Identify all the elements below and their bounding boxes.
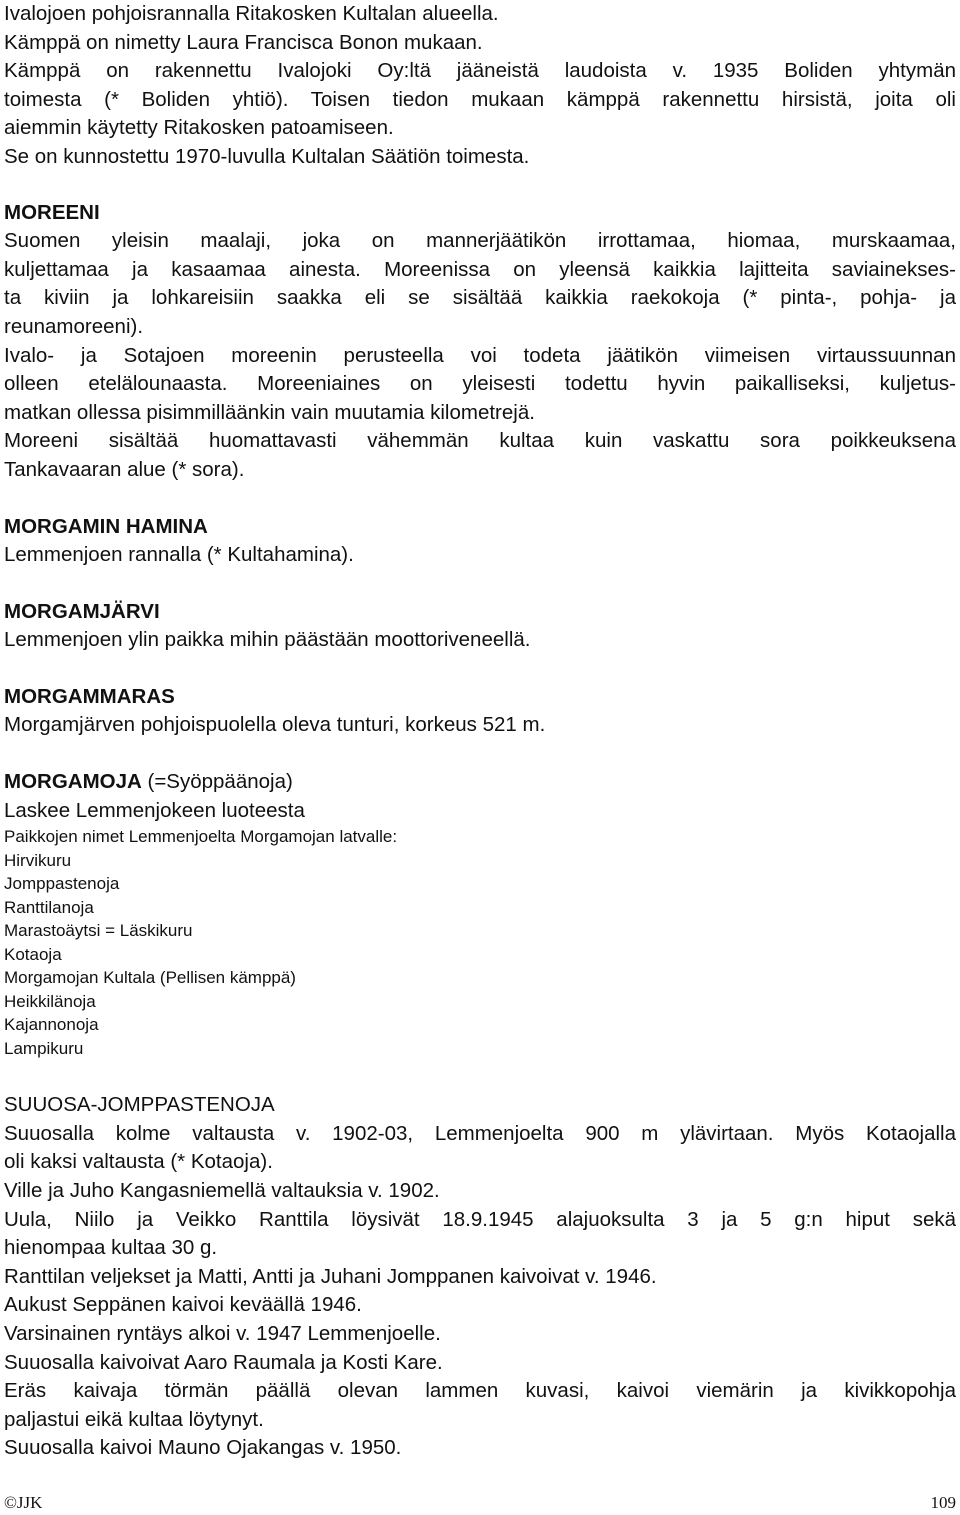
body-line: oli kaksi valtausta (* Kotaoja). — [4, 1150, 273, 1174]
body-line: Ville ja Juho Kangasniemellä valtauksia v. 1902. — [4, 1179, 440, 1203]
section-heading: MOREENI — [4, 200, 100, 224]
intro-section — [4, 0, 956, 172]
suuosa-section — [4, 1091, 956, 1463]
place-item: Lampikuru — [4, 1038, 84, 1058]
intro-line: aiemmin käytetty Ritakosken patoamiseen. — [4, 116, 394, 140]
body-line: Uula, Niilo ja Veikko Ranttila löysivät 18.9.1945 alajuoksulta 3 ja 5 g:n hiput sekä — [4, 1207, 956, 1231]
section-heading: MORGAMJÄRVI — [4, 599, 160, 623]
body-line: hienompaa kultaa 30 g. — [4, 1236, 218, 1260]
section-heading: MORGAMMARAS — [4, 684, 175, 708]
document-page — [4, 0, 956, 1463]
place-item: Kotaoja — [4, 944, 62, 964]
section-heading-row — [4, 768, 956, 797]
body-line: Lemmenjoen ylin paikka mihin päästään moottoriveneellä. — [4, 628, 531, 652]
body-line: matkan ollessa pisimmilläänkin vain muutamia kilometrejä. — [4, 400, 535, 424]
intro-line: Kämppä on rakennettu Ivalojoki Oy:ltä jääneistä laudoista v. 1935 Boliden yhtymän — [4, 59, 956, 83]
body-line: Tankavaaran alue (* sora). — [4, 457, 245, 481]
page-number: 109 — [930, 1493, 956, 1512]
intro-line: Ivalojoen pohjoisrannalla Ritakosken Kultalan alueella. — [4, 2, 499, 25]
section-heading: MORGAMOJA — [4, 770, 142, 794]
intro-line: Se on kunnostettu 1970-luvulla Kultalan Säätiön toimesta. — [4, 144, 530, 168]
page-footer — [4, 1493, 956, 1513]
body-line: reunamoreeni). — [4, 314, 144, 338]
body-line: Morgamjärven pohjoispuolella oleva tunturi, korkeus 521 m. — [4, 713, 546, 737]
body-line: Lemmenjoen rannalla (* Kultahamina). — [4, 543, 354, 567]
body-line: Aukust Seppänen kaivoi keväällä 1946. — [4, 1293, 362, 1317]
place-item: Marastoäytsi = Läskikuru — [4, 921, 193, 941]
morgamjarvi-section — [4, 598, 956, 655]
place-item: Heikkilänoja — [4, 991, 96, 1011]
body-line: Moreeni sisältää huomattavasti vähemmän kultaa kuin vaskattu sora poikkeuksena — [4, 429, 956, 453]
copyright-text: ©JJK — [4, 1493, 43, 1512]
morgamin-hamina-section — [4, 513, 956, 570]
intro-line: Kämppä on nimetty Laura Francisca Bonon mukaan. — [4, 30, 483, 54]
body-line: Eräs kaivaja törmän päällä olevan lammen kuvasi, kaivoi viemärin ja kivikkopohja — [4, 1379, 956, 1403]
body-line: kuljettamaa ja kasaamaa ainesta. Moreenissa on yleensä kaikkia lajitteita saviainekses- — [4, 257, 956, 281]
place-item: Hirvikuru — [4, 850, 72, 870]
place-item: Kajannonoja — [4, 1015, 99, 1035]
body-line: Suuosalla kaivoivat Aaro Raumala ja Kosti Kare. — [4, 1350, 443, 1374]
morgammaras-section — [4, 683, 956, 740]
body-line: Ivalo- ja Sotajoen moreenin perusteella voi todeta jäätikön viimeisen virtaussuunnan — [4, 343, 956, 367]
body-line: ta kiviin ja lohkareisiin saakka eli se sisältää kaikkia raekokoja (* pinta-, pohja- ja — [4, 286, 956, 310]
body-line: Varsinainen ryntäys alkoi v. 1947 Lemmenjoelle. — [4, 1322, 441, 1345]
morgamoja-section — [4, 768, 956, 825]
moreeni-section — [4, 199, 956, 485]
place-item: Ranttilanoja — [4, 897, 94, 917]
body-line: olleen etelälounaasta. Moreeniaines on yleisesti todettu hyvin paikalliseksi, kuljetus- — [4, 372, 956, 396]
intro-line: toimesta (* Boliden yhtiö). Toisen tiedon mukaan kämppä rakennettu hirsistä, joita oli — [4, 87, 956, 111]
place-list-intro: Paikkojen nimet Lemmenjoelta Morgamojan latvalle: — [4, 827, 398, 847]
place-item: Morgamojan Kultala (Pellisen kämppä) — [4, 968, 296, 988]
body-line: Ranttilan veljekset ja Matti, Antti ja Juhani Jomppanen kaivoivat v. 1946. — [4, 1264, 657, 1288]
body-line: Suuosalla kaivoi Mauno Ojakangas v. 1950. — [4, 1436, 402, 1460]
heading-alias: (=Syöppäänoja) — [141, 770, 293, 794]
body-line: Suomen yleisin maalaji, joka on mannerjäätikön irrottamaa, hiomaa, murskaamaa, — [4, 229, 956, 253]
section-subtitle: Laskee Lemmenjokeen luoteesta — [4, 798, 305, 822]
body-line: Suuosalla kolme valtausta v. 1902-03, Lemmenjoelta 900 m ylävirtaan. Myös Kotaojalla — [4, 1121, 956, 1145]
body-line: paljastui eikä kultaa löytynyt. — [4, 1407, 264, 1431]
section-heading: SUUOSA-JOMPPASTENOJA — [4, 1093, 275, 1117]
section-heading: MORGAMIN HAMINA — [4, 514, 208, 538]
place-list — [4, 825, 956, 1060]
place-item: Jomppastenoja — [4, 874, 120, 894]
